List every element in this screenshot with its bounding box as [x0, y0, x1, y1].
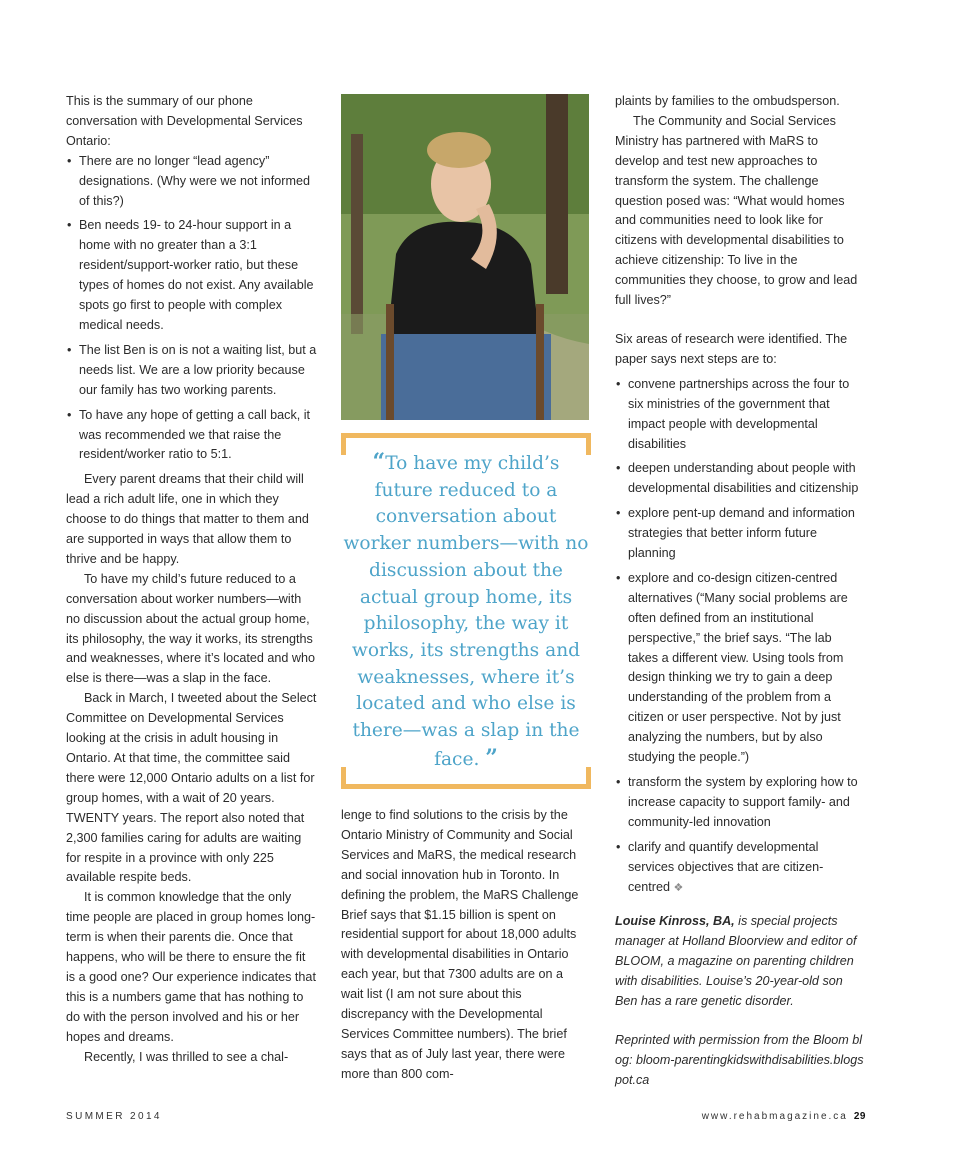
author-name: Louise Kinross, BA, — [615, 914, 735, 929]
pull-quote-text-block — [341, 449, 591, 773]
body-paragraph: lenge to find solutions to the crisis by the Ontario Ministry of Community and Social Services and MaRS, the medical research and social innovation hub in Toronto. In defining the problem, the MaRS Challenge Brief says that $1.15 billion is spent on residential support for about 18,000 adults with developmental disabilities in Ontario each year, but that 7300 adults are on a wait list (I am not sure about this discrepancy with the Developmental Services Committee numbers). The brief says that as of July last year, there were more than 800 com- — [341, 808, 579, 1081]
photo-illustration — [341, 94, 589, 420]
body-paragraph: Back in March, I tweeted about the Select Committee on Developmental Services looking at the crisis in adult housing in Ontario. At that time, the committee said there were 12,000 Ontario adults on a list for group homes, with a wait of 20 years. TWENTY years. The report also noted that 2,300 families caring for adults are waiting for respite in a province with only 225 available respite beds. — [66, 691, 317, 885]
pull-quote-text: To have my child’s future reduced to a conversation about worker numbers—with no discussion about the actual group home, its philosophy, the way it works, its strengths and weaknesses, where it’s located and who else is there—was a slap in the face. — [343, 453, 589, 770]
body-paragraph: Six areas of research were identified. The paper says next steps are to: — [615, 331, 848, 366]
body-paragraph: plaints by families to the ombudsperson. — [615, 94, 840, 108]
list-item: • explore pent-up demand and information strategies that better inform future planning — [615, 504, 865, 564]
list-item: • convene partnerships across the four to six ministries of the government that impact people with developmental disabilities — [615, 375, 865, 455]
intro-paragraph: This is the summary of our phone conversation with Developmental Services Ontario: — [66, 94, 303, 148]
reprint-note: Reprinted with permission from the Bloom blog: bloom-parentingkidswithdisabilities.blogspot.ca — [615, 1032, 864, 1087]
list-item: • To have any hope of getting a call back, it was recommended we that raise the resident/worker ratio to 5:1. — [66, 406, 318, 466]
author-photo — [341, 94, 589, 420]
next-steps-list — [615, 375, 865, 899]
column-right — [615, 92, 865, 1091]
list-item: • Ben needs 19- to 24-hour support in a home with no greater than a 3:1 resident/support-worker ratio, but these types of homes do not exist. Any available spots go first to people with complex medical needs. — [66, 216, 318, 335]
quote-frame-bottom — [341, 784, 591, 789]
body-paragraph: The Community and Social Services Ministry has partnered with MaRS to develop and test new approaches to transform the system. The challenge question posed was: “What would homes and communities need to look like for citizens with developmental disabilities to achieve citizenship: To live in the communities they choose, to grow and lead full lives?” — [615, 113, 858, 308]
end-mark-icon: ❖ — [673, 881, 684, 894]
quote-frame-top — [341, 433, 591, 438]
list-item: • The list Ben is on is not a waiting list, but a needs list. We are a low priority because our family has two working parents. — [66, 341, 318, 401]
body-paragraph: It is common knowledge that the only time people are placed in group homes long-term is when their parents die. Once that happens, who will be there to ensure the fit is a good one? Our experience indicates that this is a numbers game that has nothing to do with the person involved and his or her hopes and dreams. — [66, 890, 316, 1044]
phone-summary-list — [66, 152, 318, 466]
body-paragraph: Recently, I was thrilled to see a chal- — [84, 1049, 289, 1064]
pull-quote — [341, 433, 591, 789]
list-item: • transform the system by exploring how to increase capacity to support family- and community-led innovation — [615, 773, 865, 833]
body-paragraph: To have my child’s future reduced to a conversation about worker numbers—with no discussion about the actual group home, its philosophy, the way it works, its strengths and weaknesses, where it’s located and who else is there—was a slap in the face. — [66, 571, 315, 686]
list-item — [615, 838, 865, 899]
author-bio — [615, 912, 865, 1012]
quote-frame-bottom-right — [586, 767, 591, 789]
quote-frame-bottom-left — [341, 767, 346, 789]
author-bio-text: is special projects manager at Holland Bloorview and editor of BLOOM, a magazine on parenting children with disabilities. Louise’s 20-year-old son Ben has a rare genetic disorder. — [615, 914, 857, 1009]
body-paragraph: Every parent dreams that their child will lead a rich adult life, one in which they choose to do things that matter to them and are supported in ways that allow them to thrive and be happy. — [66, 472, 309, 566]
list-item-text: clarify and quantify developmental services objectives that are citizen-centred — [628, 839, 824, 894]
issue-label: SUMMER 2014 — [66, 1111, 162, 1122]
website-link[interactable]: www.rehabmagazine.ca — [701, 1111, 848, 1122]
list-item: • deepen understanding about people with developmental disabilities and citizenship — [615, 459, 865, 499]
close-quote-mark: ” — [485, 744, 498, 771]
list-item: • There are no longer “lead agency” designations. (Why were we not informed of this?) — [66, 152, 318, 212]
page-number: 29 — [853, 1111, 866, 1122]
column-middle — [341, 806, 581, 1085]
column-left — [66, 92, 318, 1068]
page-footer — [702, 1111, 866, 1122]
open-quote-mark: “ — [372, 449, 386, 475]
list-item: • explore and co-design citizen-centred alternatives (“Many social problems are often defined from an institutional perspective,” the brief says. “The lab takes a different view. Using tools from design thinking we try to gain a deep understanding of the problem from a citizen or user perspective. Not by just analyzing the numbers, but by also studying the people.”) — [615, 569, 865, 768]
